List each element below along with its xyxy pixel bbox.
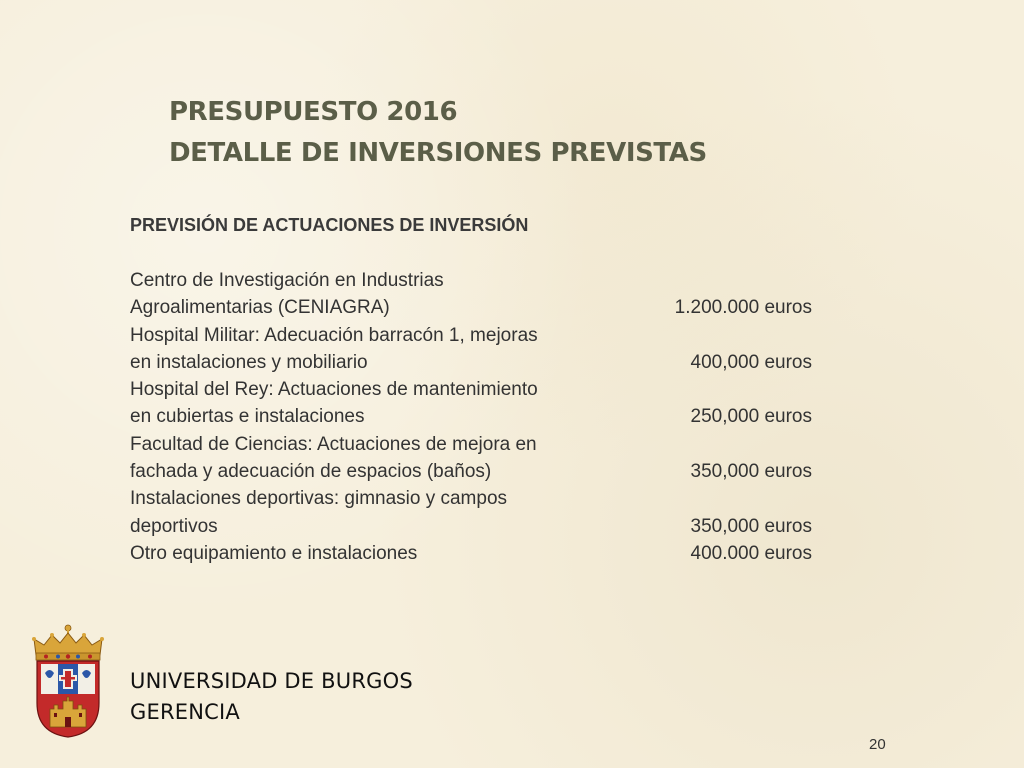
investment-description: Agroalimentarias (CENIAGRA) (130, 297, 390, 319)
investment-description: Facultad de Ciencias: Actuaciones de mejora en (130, 433, 537, 455)
crown-icon (32, 625, 104, 660)
university-name: UNIVERSIDAD DE BURGOS (130, 669, 413, 693)
title-line-2: DETALLE DE INVERSIONES PREVISTAS (169, 138, 707, 168)
title-line-1: PRESUPUESTO 2016 (169, 97, 458, 127)
investment-item (130, 431, 830, 486)
investment-amount: 1.200.000 euros (674, 297, 812, 319)
department-name: GERENCIA (130, 700, 240, 724)
investment-list (130, 210, 830, 567)
university-crest-icon (30, 623, 106, 739)
investment-item (130, 485, 830, 540)
page-number: 20 (869, 736, 886, 753)
investment-description: en cubiertas e instalaciones (130, 406, 365, 428)
investment-item (130, 322, 830, 377)
investment-item (130, 540, 830, 567)
investment-description: deportivos (130, 515, 218, 537)
investment-item (130, 267, 830, 322)
section-heading: PREVISIÓN DE ACTUACIONES DE INVERSIÓN (130, 215, 529, 235)
investment-description: en instalaciones y mobiliario (130, 351, 368, 373)
investment-description: Centro de Investigación en Industrias (130, 270, 444, 291)
investment-description: Instalaciones deportivas: gimnasio y campos (130, 488, 508, 510)
shield-icon (37, 661, 99, 737)
investment-description: Hospital Militar: Adecuación barracón 1, mejoras (130, 324, 538, 346)
investment-description: fachada y adecuación de espacios (baños) (130, 461, 492, 483)
footer-institution (130, 666, 413, 728)
investment-item (130, 376, 830, 431)
investment-amount: 250,000 euros (690, 406, 812, 428)
investment-description: Hospital del Rey: Actuaciones de mantenimiento (130, 379, 538, 401)
investment-amount: 350,000 euros (690, 461, 812, 483)
investment-description: Otro equipamiento e instalaciones (130, 542, 418, 564)
investment-amount: 400,000 euros (690, 351, 812, 373)
slide-title (169, 92, 707, 174)
investment-amount: 350,000 euros (690, 515, 812, 537)
investment-amount: 400.000 euros (690, 542, 812, 564)
